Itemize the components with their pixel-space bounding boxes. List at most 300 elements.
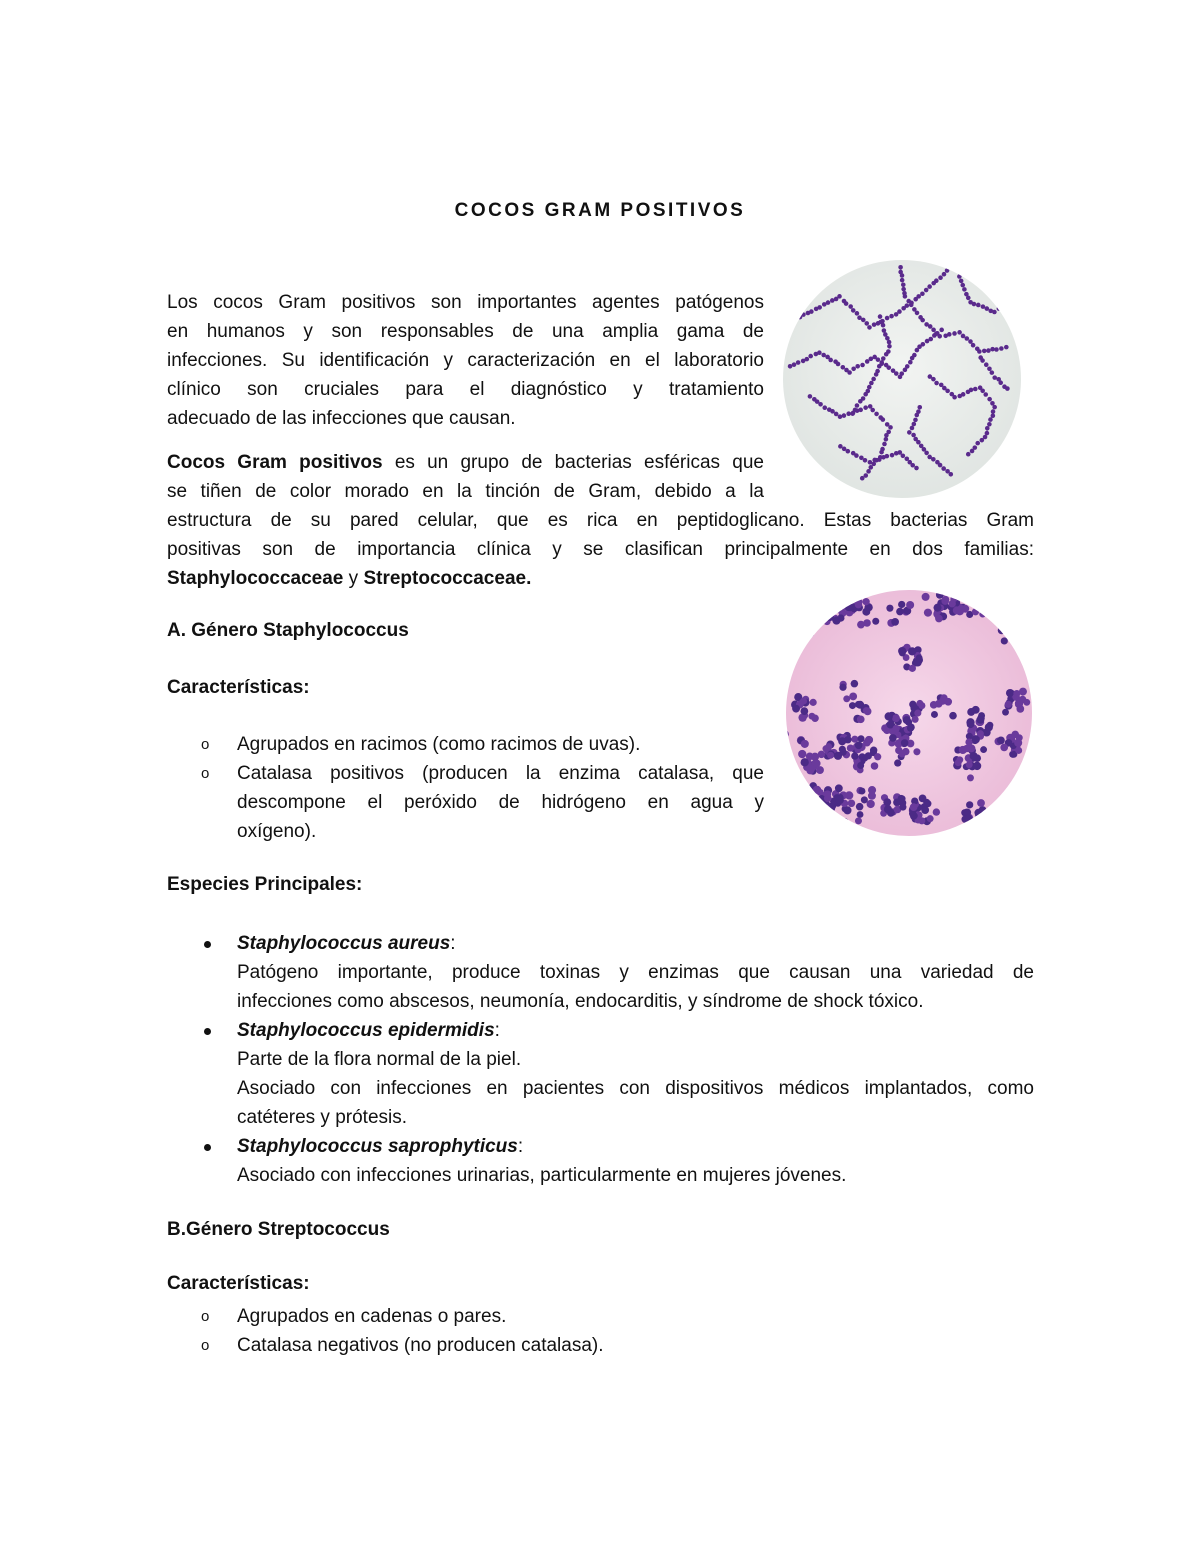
coccus-cell: [973, 601, 981, 609]
coccus-cell: [857, 762, 864, 769]
coccus-cell: [968, 339, 973, 344]
coccus-cell: [998, 380, 1003, 385]
coccus-cell: [942, 272, 947, 277]
coccus-cell: [976, 716, 984, 724]
coccus-cell: [1004, 595, 1011, 602]
coccus-cell: [999, 598, 1007, 606]
coccus-cell: [799, 613, 807, 621]
coccus-cell: [914, 413, 919, 418]
coccus-cell: [860, 363, 865, 368]
coccus-cell: [1011, 791, 1018, 798]
coccus-cell: [818, 402, 823, 407]
bold-term: Cocos Gram positivos: [167, 452, 383, 473]
coccus-cell: [809, 309, 814, 314]
coccus-cell: [984, 818, 991, 825]
coccus-cell: [829, 600, 837, 608]
strep-characteristics-list: [167, 1302, 764, 1360]
coccus-cell: [969, 388, 974, 393]
coccus-cell: [811, 714, 819, 722]
coccus-cell: [900, 273, 905, 278]
coccus-cell: [896, 608, 904, 616]
coccus-cell: [999, 346, 1004, 351]
coccus-cell: [861, 796, 868, 803]
coccus-cell: [884, 805, 892, 813]
coccus-cell: [1002, 709, 1009, 716]
coccus-cell: [978, 599, 985, 606]
coccus-cell: [794, 782, 802, 790]
coccus-cell: [842, 413, 847, 418]
bullet-icon: [204, 941, 211, 948]
coccus-cell: [1002, 608, 1010, 616]
coccus-cell: [863, 707, 870, 714]
coccus-cell: [1005, 386, 1010, 391]
coccus-cell: [808, 765, 815, 772]
coccus-cell: [975, 441, 980, 446]
coccus-cell: [1010, 622, 1018, 630]
coccus-cell: [961, 334, 966, 339]
definition-line: se tiñen de color morado en la tinción de Gram, debido a la: [167, 481, 764, 502]
coccus-cell: [966, 761, 973, 768]
coccus-cell: [889, 734, 897, 742]
coccus-cell: [865, 752, 872, 759]
coccus-cell: [826, 607, 834, 615]
coccus-cell: [845, 603, 853, 611]
coccus-cell: [928, 324, 933, 329]
coccus-cell: [989, 825, 996, 832]
coccus-cell: [987, 825, 995, 833]
coccus-cell: [992, 310, 997, 315]
coccus-cell: [843, 806, 851, 814]
coccus-cell: [948, 472, 953, 477]
coccus-cell: [878, 314, 883, 319]
coccus-cell: [960, 283, 965, 288]
coccus-cell: [966, 296, 971, 301]
coccus-cell: [807, 590, 815, 598]
coccus-cell: [924, 609, 932, 617]
coccus-cell: [836, 362, 841, 367]
coccus-cell: [789, 624, 796, 631]
coccus-cell: [905, 364, 910, 369]
coccus-cell: [961, 605, 969, 613]
coccus-cell: [868, 786, 876, 794]
coccus-cell: [952, 395, 957, 400]
coccus-cell: [901, 282, 906, 287]
coccus-cell: [899, 371, 904, 376]
coccus-cell: [901, 453, 906, 458]
coccus-cell: [962, 287, 967, 292]
coccus-cell: [1024, 783, 1031, 790]
coccus-cell: [822, 405, 827, 410]
coccus-cell: [831, 606, 839, 614]
coccus-cell: [817, 608, 825, 616]
coccus-cell: [957, 590, 964, 597]
coccus-cell: [798, 750, 806, 758]
coccus-cell: [941, 466, 946, 471]
coccus-cell: [937, 334, 942, 339]
coccus-cell: [1010, 601, 1018, 609]
coccus-cell: [850, 411, 855, 416]
coccus-cell: [927, 815, 934, 822]
coccus-cell: [994, 347, 999, 352]
coccus-cell: [814, 799, 821, 806]
coccus-cell: [844, 587, 851, 593]
coccus-cell: [817, 305, 822, 310]
coccus-cell: [905, 303, 910, 308]
coccus-cell: [863, 392, 868, 397]
characteristics-heading: Características:: [167, 1273, 310, 1294]
coccus-cell: [855, 601, 862, 608]
coccus-cell: [931, 711, 938, 718]
coccus-cell: [859, 788, 866, 795]
coccus-cell: [805, 592, 813, 600]
coccus-cell: [989, 812, 997, 820]
coccus-cell: [909, 303, 914, 308]
coccus-cell: [825, 743, 832, 750]
coccus-cell: [807, 605, 815, 613]
coccus-cell: [854, 453, 859, 458]
coccus-cell: [988, 417, 993, 422]
coccus-cell: [939, 697, 947, 705]
coccus-cell: [1007, 603, 1014, 610]
species-list: [167, 929, 1034, 1190]
coccus-cell: [1008, 820, 1016, 828]
coccus-cell: [851, 367, 856, 372]
coccus-cell: [826, 613, 834, 621]
coccus-cell: [1001, 304, 1006, 309]
coccus-cell: [999, 826, 1006, 833]
coccus-cell: [924, 451, 929, 456]
coccus-cell: [898, 601, 905, 608]
coccus-cell: [807, 595, 815, 603]
coccus-cell: [810, 699, 817, 706]
micrograph-background: [783, 260, 1021, 498]
coccus-cell: [977, 349, 982, 354]
coccus-cell: [820, 598, 828, 606]
coccus-cell: [994, 606, 1001, 613]
coccus-cell: [959, 279, 964, 284]
coccus-cell: [957, 589, 965, 597]
coccus-cell: [972, 302, 977, 307]
hollow-bullet: o: [201, 1308, 210, 1325]
coccus-cell: [845, 595, 852, 602]
intro-line: adecuado de las infecciones que causan.: [167, 408, 516, 429]
coccus-cell: [855, 403, 860, 408]
coccus-cell: [934, 278, 939, 283]
intro-line: en humanos y son responsables de una amplia gama de: [167, 321, 764, 342]
coccus-cell: [841, 365, 846, 370]
coccus-cell: [812, 607, 819, 614]
coccus-cell: [927, 284, 932, 289]
coccus-cell: [858, 399, 863, 404]
species-name: Staphylococcus epidermidis: [237, 1020, 495, 1041]
coccus-cell: [1012, 693, 1020, 701]
coccus-cell: [958, 593, 966, 601]
coccus-cell: [851, 752, 858, 759]
coccus-cell: [993, 591, 1000, 598]
coccus-cell: [891, 618, 899, 626]
coccus-cell: [903, 716, 911, 724]
coccus-cell: [847, 370, 852, 375]
coccus-cell: [805, 621, 812, 628]
coccus-cell: [912, 353, 917, 358]
coccus-cell: [882, 442, 887, 447]
definition-line: positivas son de importancia clínica y se clasifican principalmente en dos familias:: [167, 539, 1034, 560]
coccus-cell: [930, 701, 938, 709]
coccus-cell: [791, 620, 799, 628]
coccus-cell: [826, 610, 833, 617]
coccus-cell: [867, 800, 875, 808]
coccus-cell: [857, 715, 865, 723]
coccus-cell: [914, 466, 919, 471]
coccus-cell: [855, 742, 863, 750]
coccus-cell: [800, 697, 807, 704]
coccus-cell: [1008, 598, 1016, 606]
coccus-cell: [802, 595, 810, 603]
coccus-cell: [823, 804, 830, 811]
coccus-cell: [919, 794, 927, 802]
coccus-cell: [972, 608, 979, 615]
coccus-cell: [908, 647, 916, 655]
coccus-cell: [933, 808, 940, 815]
coccus-cell: [985, 426, 990, 431]
coccus-cell: [980, 358, 985, 363]
list-item: o Catalasa negativos (no producen catalasa).: [167, 1331, 764, 1360]
coccus-cell: [874, 753, 881, 760]
coccus-cell: [835, 784, 843, 792]
coccus-cell: [987, 816, 995, 824]
coccus-cell: [906, 601, 914, 609]
coccus-cell: [1001, 637, 1008, 644]
coccus-cell: [816, 808, 824, 816]
coccus-cell: [949, 712, 957, 720]
coccus-cell: [977, 601, 985, 609]
coccus-cell: [959, 746, 967, 754]
coccus-cell: [903, 294, 908, 299]
coccus-cell: [798, 620, 806, 628]
coccus-cell: [857, 589, 865, 597]
hollow-bullet: o: [201, 736, 210, 753]
coccus-cell: [887, 340, 892, 345]
coccus-cell: [952, 331, 957, 336]
coccus-cell: [935, 615, 943, 623]
coccus-cell: [985, 431, 990, 436]
coccus-cell: [838, 599, 846, 607]
coccus-cell: [824, 597, 831, 604]
coccus-cell: [783, 745, 788, 752]
coccus-cell: [931, 377, 936, 382]
coccus-cell: [858, 408, 863, 413]
species-name: Staphylococcus saprophyticus: [237, 1136, 518, 1157]
coccus-cell: [800, 595, 808, 603]
coccus-cell: [977, 730, 984, 737]
coccus-cell: [851, 680, 859, 688]
coccus-cell: [806, 608, 813, 615]
coccus-cell: [826, 300, 831, 305]
coccus-cell: [805, 627, 812, 634]
coccus-cell: [855, 311, 860, 316]
coccus-cell: [863, 458, 868, 463]
coccus-cell: [980, 388, 985, 393]
coccus-cell: [1008, 298, 1013, 303]
coccus-cell: [867, 385, 872, 390]
coccus-cell: [882, 328, 887, 333]
coccus-cell: [993, 611, 1001, 619]
coccus-cell: [1004, 810, 1012, 818]
coccus-cell: [907, 430, 912, 435]
coccus-cell: [859, 753, 866, 760]
coccus-cell: [828, 358, 833, 363]
coccus-cell: [796, 360, 801, 365]
definition-line: estructura de su pared celular, que es rica en peptidoglicano. Estas bacterias Gram: [167, 510, 1034, 531]
coccus-cell: [1015, 747, 1022, 754]
coccus-cell: [876, 357, 881, 362]
coccus-cell: [1012, 822, 1020, 830]
conjunction: y: [343, 568, 364, 589]
coccus-cell: [855, 590, 863, 598]
hollow-bullet: o: [201, 1337, 210, 1354]
species-item: Staphylococcus aureus: Patógeno importante, produce toxinas y enzimas que causan una variedad de infecciones como abscesos, neumonía, endocarditis, y síndrome de shock tóxico.: [167, 929, 1034, 1016]
coccus-cell: [933, 604, 941, 612]
coccus-cell: [837, 294, 842, 299]
coccus-cell: [990, 370, 995, 375]
coccus-cell: [870, 408, 875, 413]
coccus-cell: [898, 265, 903, 270]
coccus-cell: [824, 795, 832, 803]
coccus-cell: [1005, 701, 1012, 708]
coccus-cell: [829, 599, 836, 606]
coccus-cell: [885, 454, 890, 459]
staphylococcus-clusters-micrograph: [783, 587, 1035, 839]
coccus-cell: [982, 349, 987, 354]
coccus-cell: [877, 364, 882, 369]
coccus-cell: [888, 425, 893, 430]
coccus-cell: [966, 452, 971, 457]
coccus-cell: [879, 450, 884, 455]
coccus-cell: [806, 629, 814, 637]
coccus-cell: [938, 463, 943, 468]
coccus-cell: [921, 806, 929, 814]
coccus-cell: [821, 808, 828, 815]
coccus-cell: [971, 595, 979, 603]
coccus-cell: [985, 723, 993, 731]
coccus-cell: [899, 804, 906, 811]
coccus-cell: [909, 810, 916, 817]
coccus-cell: [912, 716, 919, 723]
coccus-cell: [807, 590, 815, 598]
coccus-cell: [887, 344, 892, 349]
coccus-cell: [920, 318, 925, 323]
coccus-cell: [863, 739, 871, 747]
definition-text: es un grupo de bacterias esféricas que: [382, 452, 764, 473]
coccus-cell: [844, 736, 851, 743]
coccus-cell: [897, 309, 902, 314]
list-item: o Catalasa positivos (producen la enzima catalasa, que descompone el peróxido de hidrógeno en agua y oxígeno).: [167, 759, 764, 846]
species-item: Staphylococcus saprophyticus: Asociado con infecciones urinarias, particularmente en mujeres jóvenes.: [167, 1132, 1034, 1190]
coccus-cell: [1001, 614, 1009, 622]
coccus-cell: [994, 601, 1002, 609]
coccus-cell: [939, 328, 944, 333]
coccus-cell: [961, 392, 966, 397]
coccus-cell: [987, 422, 992, 427]
coccus-cell: [967, 774, 974, 781]
coccus-cell: [851, 736, 858, 743]
coccus-cell: [980, 746, 987, 753]
coccus-cell: [872, 458, 877, 463]
coccus-cell: [1016, 705, 1024, 713]
coccus-cell: [924, 288, 929, 293]
section-heading-staphylococcus: A. Género Staphylococcus: [167, 620, 409, 641]
coccus-cell: [992, 405, 997, 410]
coccus-cell: [931, 328, 936, 333]
coccus-cell: [810, 599, 818, 607]
coccus-cell: [839, 746, 846, 753]
coccus-cell: [965, 595, 973, 603]
coccus-cell: [810, 601, 817, 608]
coccus-cell: [981, 304, 986, 309]
coccus-cell: [791, 628, 799, 636]
coccus-cell: [844, 301, 849, 306]
coccus-cell: [973, 762, 981, 770]
species-heading: Especies Principales:: [167, 874, 363, 895]
coccus-cell: [883, 798, 891, 806]
coccus-cell: [808, 394, 813, 399]
list-item: o Agrupados en cadenas o pares.: [167, 1302, 764, 1331]
coccus-cell: [838, 444, 843, 449]
coccus-cell: [970, 449, 975, 454]
staph-characteristics-list: [167, 730, 764, 846]
coccus-cell: [855, 364, 860, 369]
coccus-cell: [916, 700, 923, 707]
coccus-cell: [1019, 696, 1027, 704]
coccus-cell: [913, 418, 918, 423]
coccus-cell: [803, 616, 810, 623]
coccus-cell: [885, 316, 890, 321]
coccus-cell: [938, 275, 943, 280]
coccus-cell: [840, 818, 848, 826]
coccus-cell: [857, 811, 864, 818]
coccus-cell: [783, 746, 789, 754]
coccus-cell: [868, 460, 873, 465]
coccus-cell: [834, 412, 839, 417]
bullet-icon: [204, 1144, 211, 1151]
species-item: Staphylococcus epidermidis: Parte de la flora normal de la piel. Asociado con infecciones en pacientes con dispositivos médicos implantados, como catéteres y prótesis.: [167, 1016, 1034, 1132]
coccus-cell: [846, 600, 853, 607]
coccus-cell: [913, 748, 920, 755]
coccus-cell: [992, 375, 997, 380]
coccus-cell: [890, 453, 895, 458]
coccus-cell: [811, 753, 819, 761]
coccus-cell: [910, 426, 915, 431]
coccus-cell: [922, 593, 930, 601]
coccus-cell: [816, 813, 823, 820]
coccus-cell: [839, 684, 846, 691]
coccus-cell: [857, 621, 865, 629]
coccus-cell: [886, 365, 891, 370]
coccus-cell: [808, 354, 813, 359]
coccus-cell: [1004, 301, 1009, 306]
coccus-cell: [868, 465, 873, 470]
coccus-cell: [886, 605, 893, 612]
coccus-cell: [945, 389, 950, 394]
coccus-cell: [861, 318, 866, 323]
coccus-cell: [907, 725, 914, 732]
coccus-cell: [945, 268, 950, 273]
coccus-cell: [987, 366, 992, 371]
coccus-cell: [991, 409, 996, 414]
coccus-cell: [998, 626, 1006, 634]
section-heading-streptococcus: B.Género Streptococcus: [167, 1219, 390, 1240]
coccus-cell: [792, 362, 797, 367]
